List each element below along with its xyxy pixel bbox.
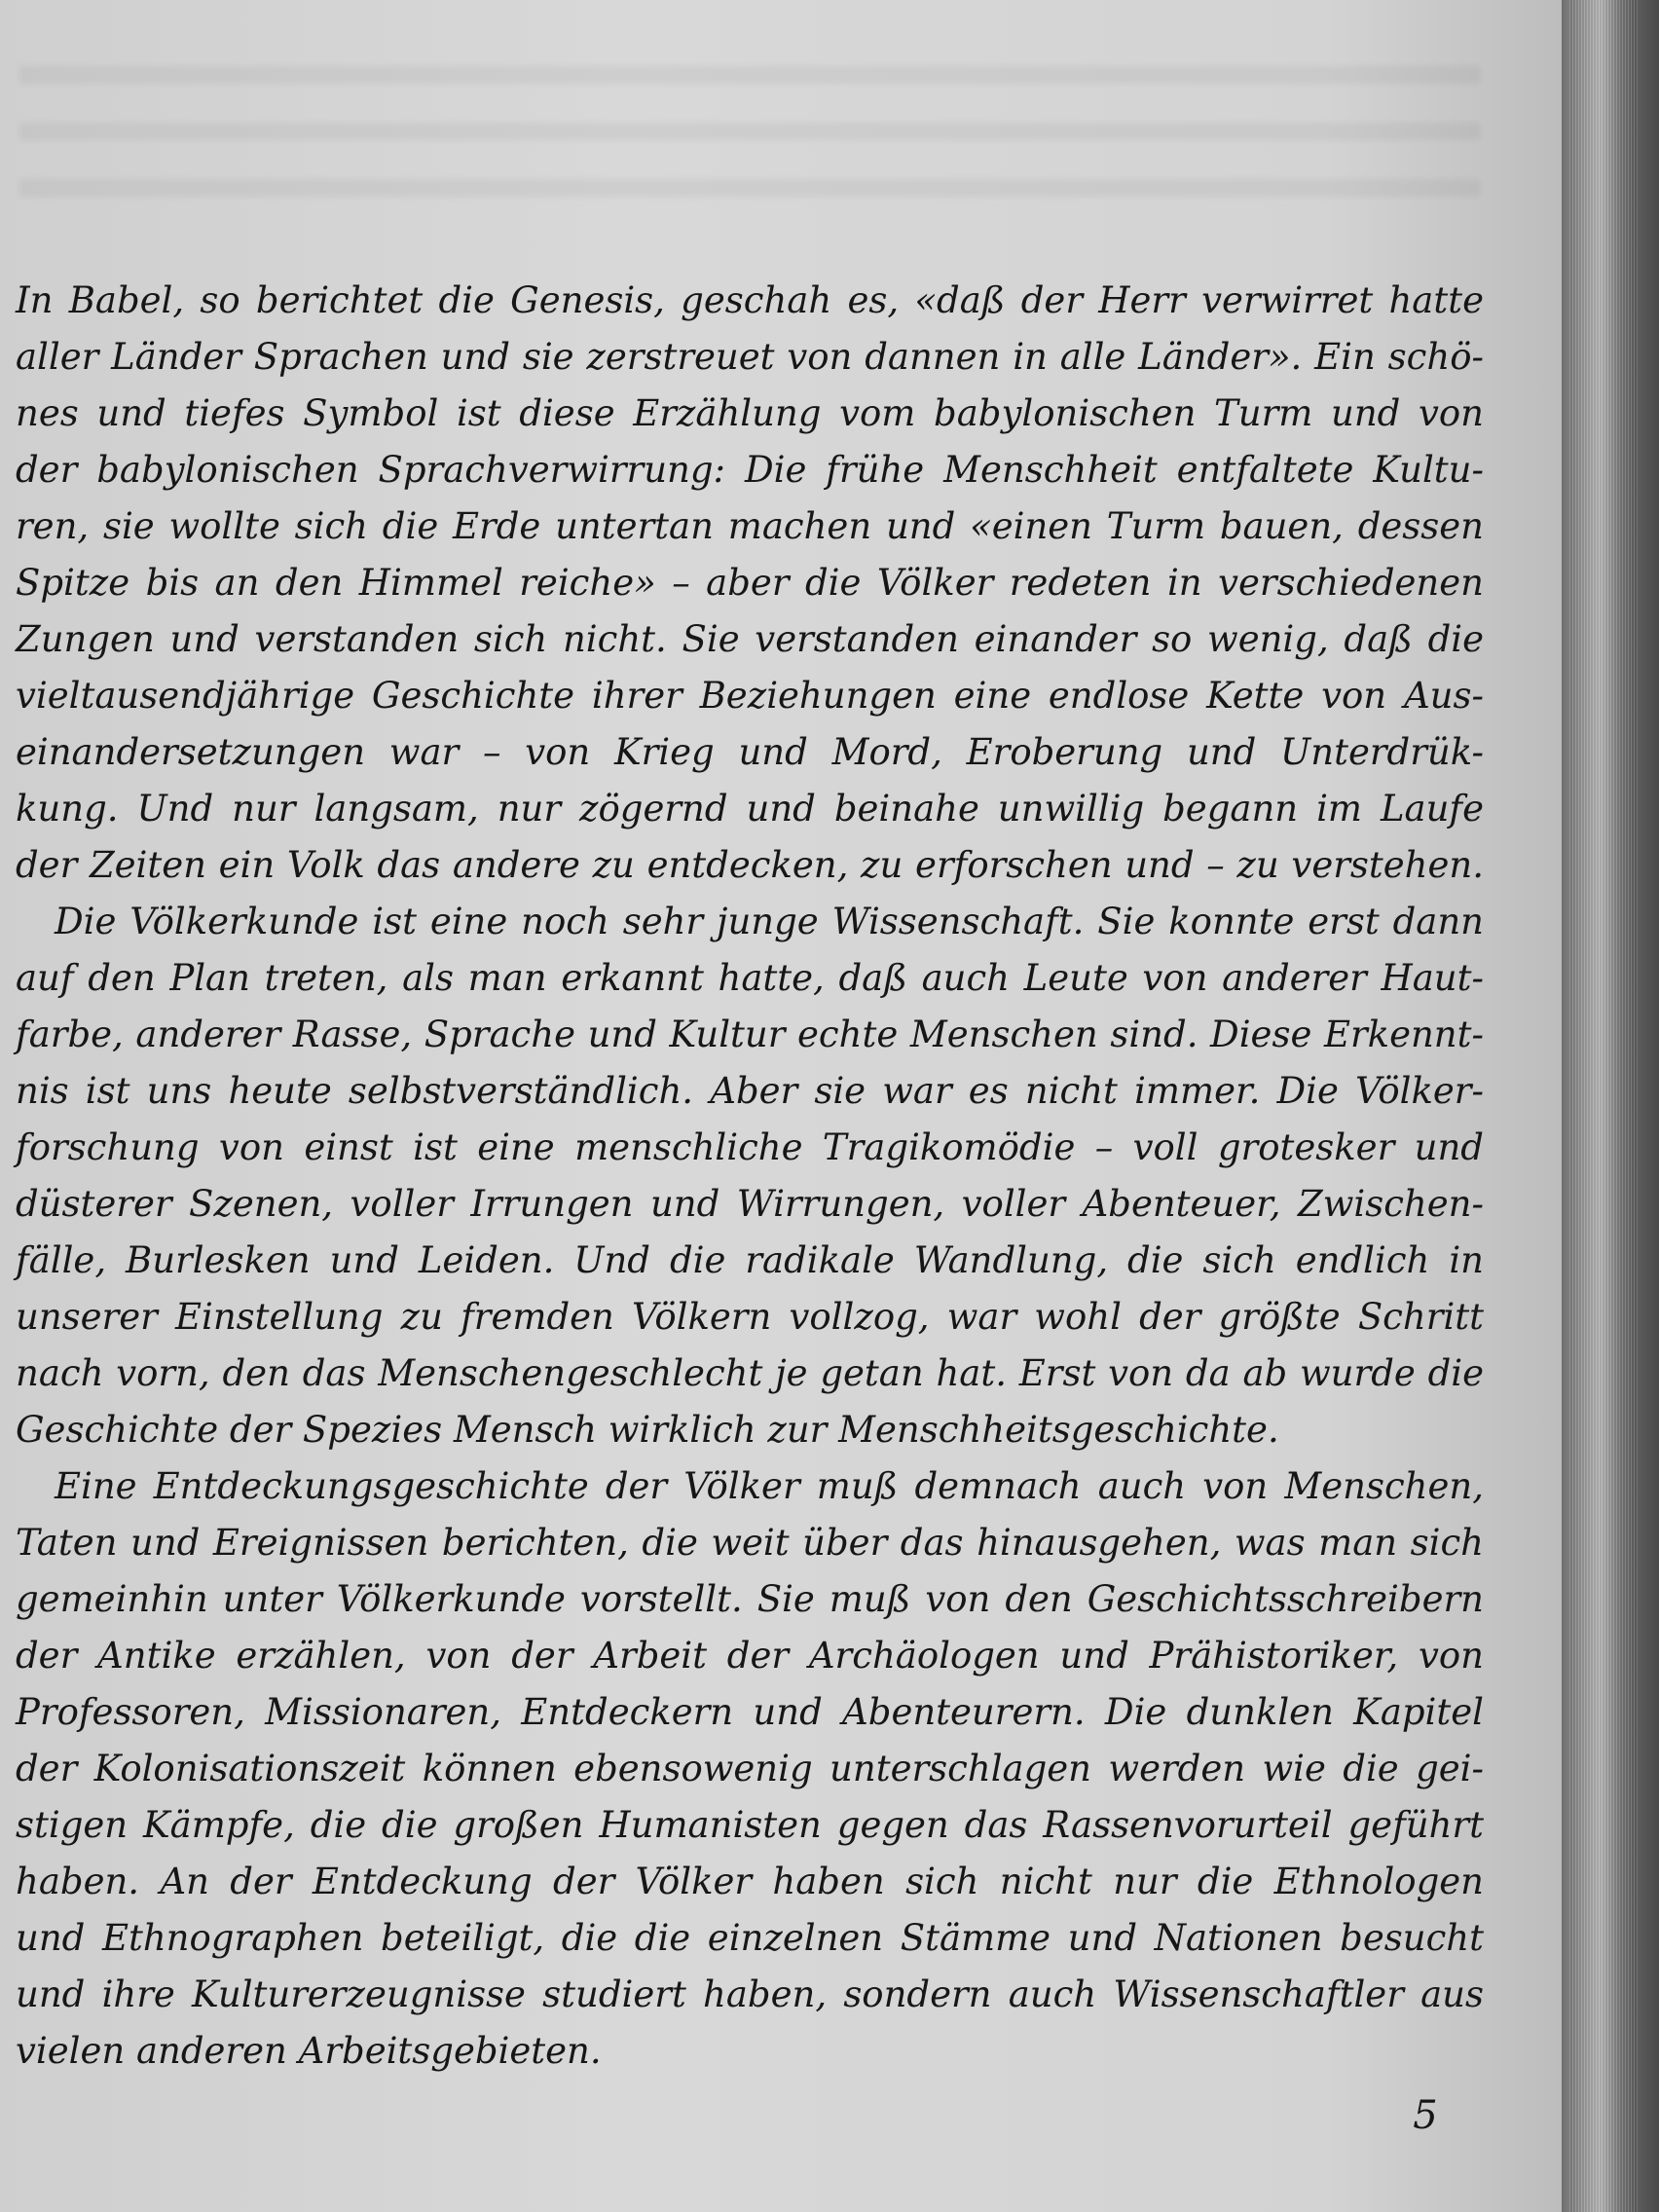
text-line: nach vorn, den das Menschengeschlecht je getan hat. Erst von da ab wurde die xyxy=(16,1352,1484,1394)
text-line: einandersetzungen war – von Krieg und Mord, Eroberung und Unterdrük- xyxy=(16,731,1484,773)
text-line: gemeinhin unter Völkerkunde vorstellt. Sie muß von den Geschichtsschreibern xyxy=(16,1578,1484,1620)
text-line: und ihre Kulturerzeugnisse studiert haben, sondern auch Wissenschaftler aus xyxy=(16,1973,1484,2015)
text-line: vieltausendjährige Geschichte ihrer Beziehungen eine endlose Kette von Aus- xyxy=(16,675,1484,717)
text-line: düsterer Szenen, voller Irrungen und Wirrungen, voller Abenteuer, Zwischen- xyxy=(16,1183,1484,1225)
text-line: haben. An der Entdeckung der Völker haben sich nicht nur die Ethnologen xyxy=(16,1861,1484,1902)
text-line: Eine Entdeckungsgeschichte der Völker muß demnach auch von Menschen, xyxy=(55,1465,1484,1507)
text-line: Professoren, Missionaren, Entdeckern und Abenteurern. Die dunklen Kapitel xyxy=(16,1691,1484,1733)
text-line: Geschichte der Spezies Mensch wirklich zur Menschheitsgeschichte. xyxy=(16,1409,1279,1451)
paragraph xyxy=(16,273,1484,894)
text-line: Zungen und verstanden sich nicht. Sie verstanden einander so wenig, daß die xyxy=(16,618,1484,660)
text-line: der Zeiten ein Volk das andere zu entdecken, zu erforschen und – zu verstehen. xyxy=(16,844,1484,886)
text-line: nis ist uns heute selbstverständlich. Aber sie war es nicht immer. Die Völker- xyxy=(16,1070,1484,1112)
text-line: kung. Und nur langsam, nur zögernd und beinahe unwillig begann im Laufe xyxy=(16,788,1484,830)
text-line: stigen Kämpfe, die die großen Humanisten gegen das Rassenvorurteil geführt xyxy=(16,1804,1484,1846)
paragraph xyxy=(16,894,1484,1458)
text-line: unserer Einstellung zu fremden Völkern vollzog, war wohl der größte Schritt xyxy=(16,1296,1484,1338)
text-line: farbe, anderer Rasse, Sprache und Kultur echte Menschen sind. Diese Erkennt- xyxy=(16,1014,1484,1055)
text-line: der babylonischen Sprachverwirrung: Die frühe Menschheit entfaltete Kultu- xyxy=(16,449,1484,491)
page-number: 5 xyxy=(1413,2093,1438,2138)
text-line: In Babel, so berichtet die Genesis, geschah es, «daß der Herr verwirret hatte xyxy=(16,279,1484,321)
text-line: aller Länder Sprachen und sie zerstreuet von dannen in alle Länder». Ein schö- xyxy=(16,336,1484,378)
text-line: und Ethnographen beteiligt, die die einzelnen Stämme und Nationen besucht xyxy=(16,1917,1484,1959)
text-line: nes und tiefes Symbol ist diese Erzählung vom babylonischen Turm und von xyxy=(16,392,1484,434)
text-line: ren, sie wollte sich die Erde untertan machen und «einen Turm bauen, dessen xyxy=(16,505,1484,547)
text-line: fälle, Burlesken und Leiden. Und die radikale Wandlung, die sich endlich in xyxy=(16,1239,1484,1281)
page-edge-lines xyxy=(1569,0,1638,2212)
text-line: vielen anderen Arbeitsgebieten. xyxy=(16,2030,602,2072)
text-line: der Antike erzählen, von der Arbeit der Archäologen und Prähistoriker, von xyxy=(16,1635,1484,1677)
text-line: Spitze bis an den Himmel reiche» – aber die Völker redeten in verschiedenen xyxy=(16,562,1484,604)
text-line: forschung von einst ist eine menschliche Tragikomödie – voll grotesker und xyxy=(16,1126,1484,1168)
paragraph xyxy=(16,1458,1484,2080)
text-line: auf den Plan treten, als man erkannt hatte, daß auch Leute von anderer Haut- xyxy=(16,957,1484,999)
show-through-shadow xyxy=(19,39,1480,234)
text-line: Taten und Ereignissen berichten, die weit über das hinausgehen, was man sich xyxy=(16,1522,1484,1564)
text-line: Die Völkerkunde ist eine noch sehr junge Wissenschaft. Sie konnte erst dann xyxy=(55,901,1484,942)
book-page-edges xyxy=(1562,0,1659,2212)
text-line: der Kolonisationszeit können ebensowenig unterschlagen werden wie die gei- xyxy=(16,1748,1484,1789)
body-text xyxy=(16,273,1484,2080)
